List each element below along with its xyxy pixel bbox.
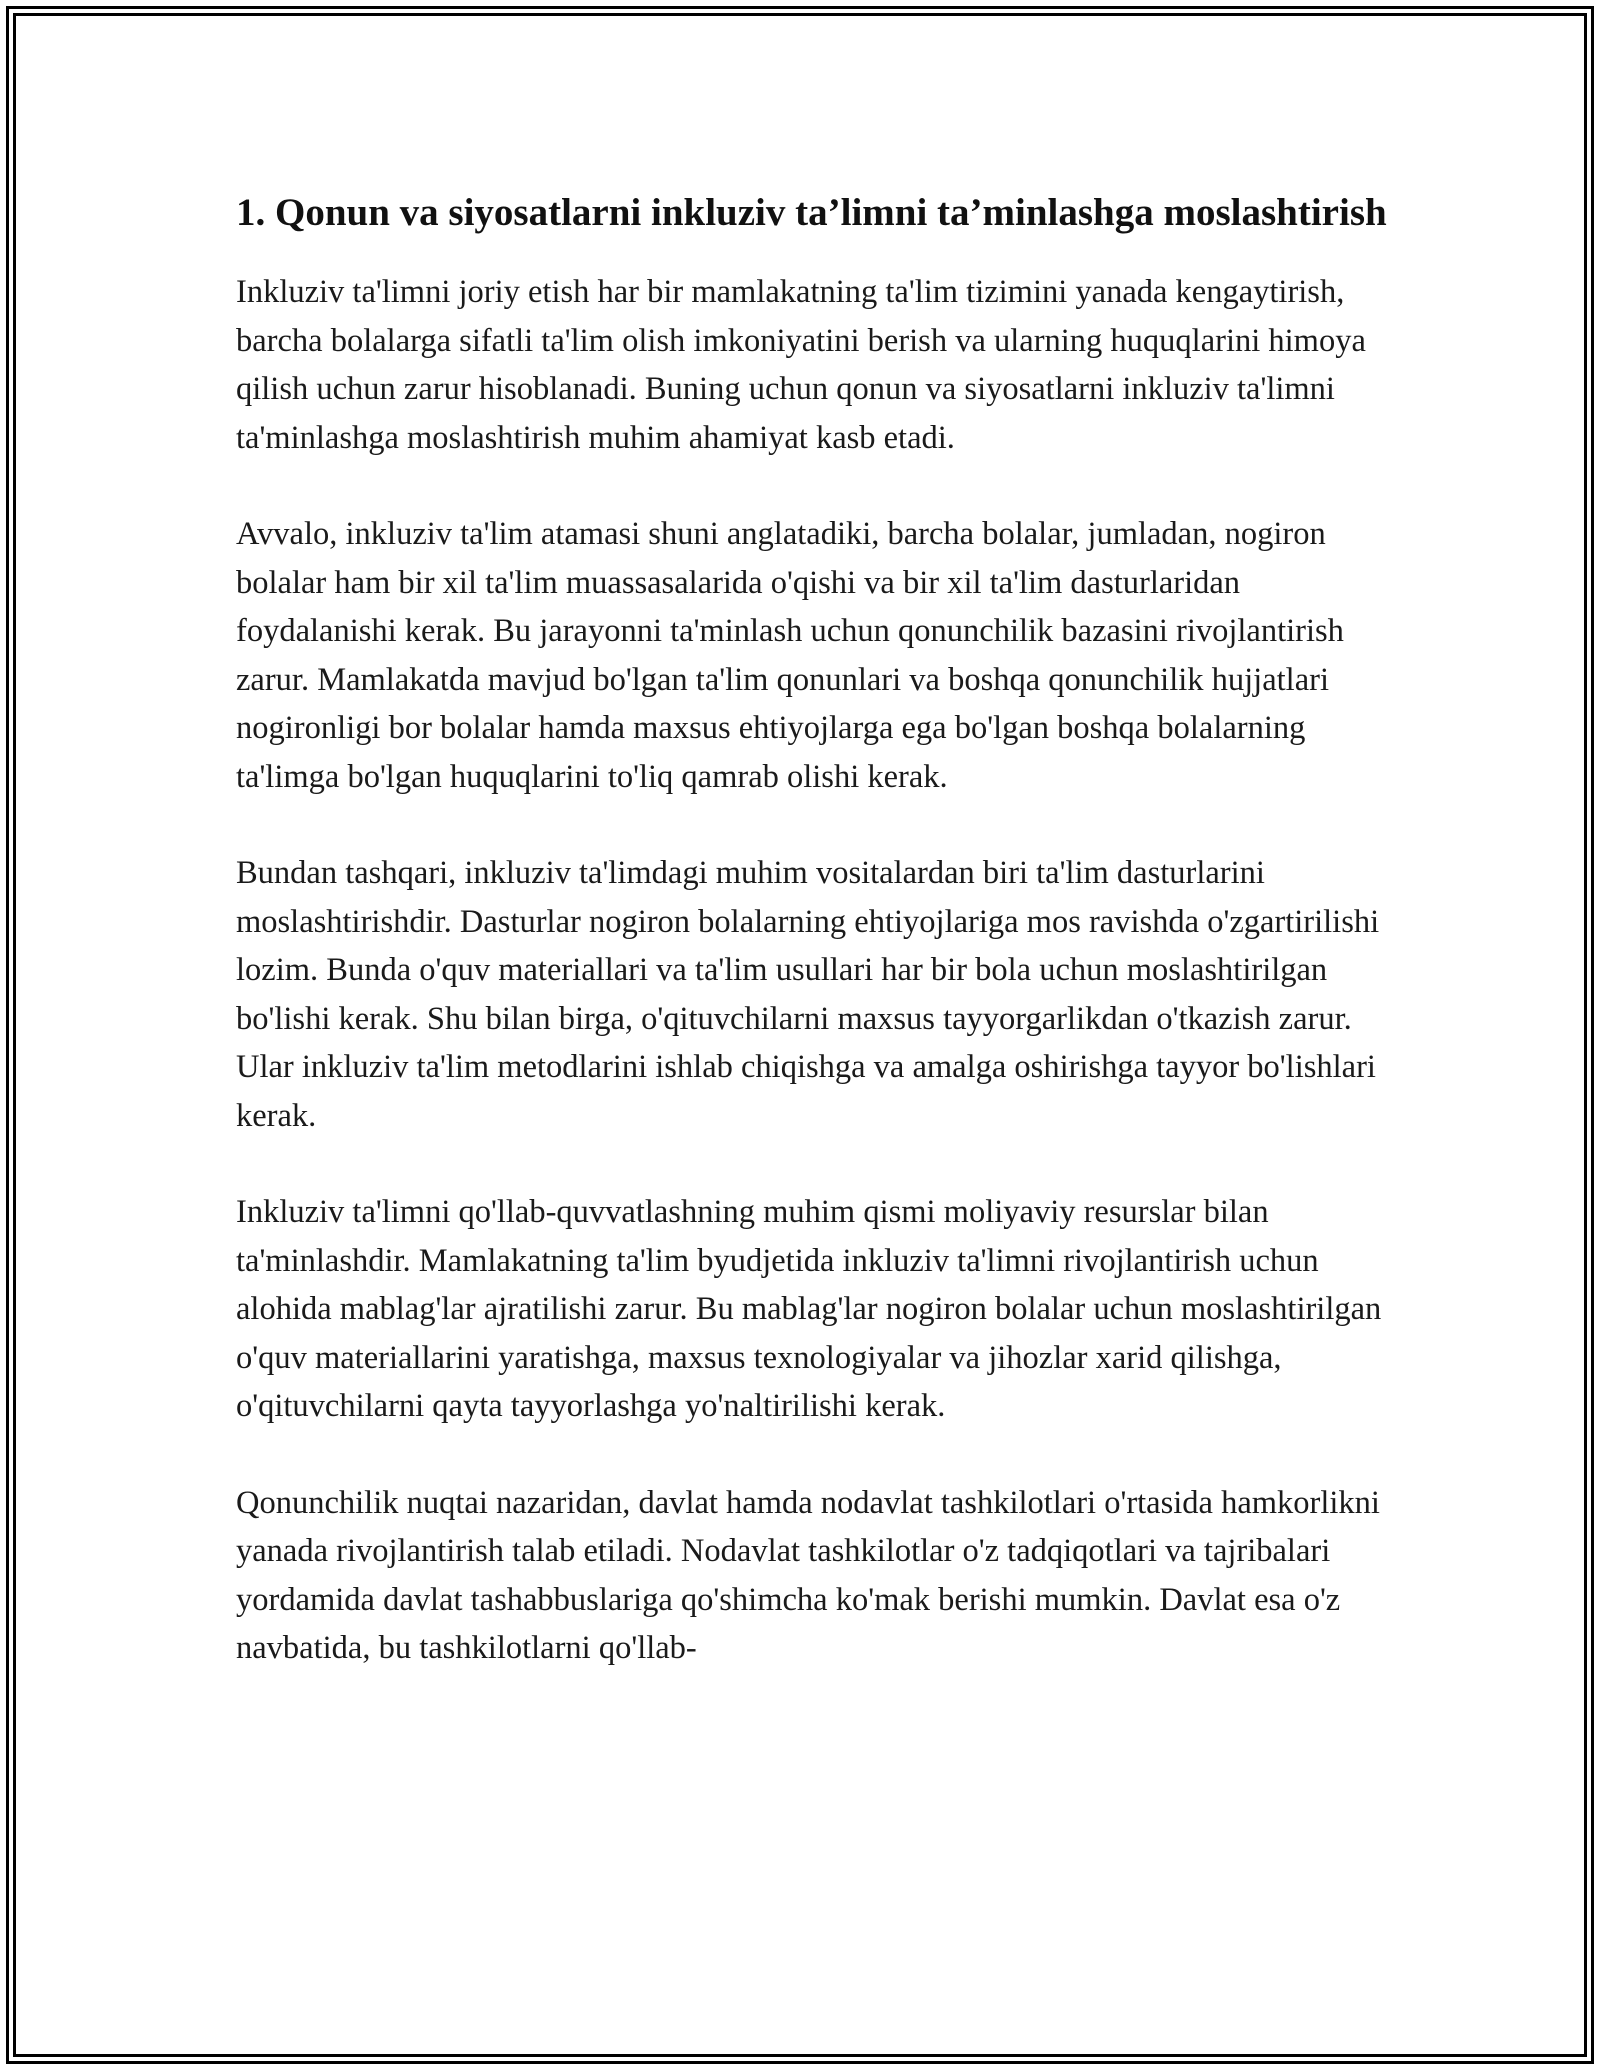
paragraph-3: Bundan tashqari, inkluziv ta'limdagi muhim vositalardan biri ta'lim dasturlarini moslashtirishdir. Dasturlar nogiron bolalarning ehtiyojlariga mos ravishda o'zgartirilishi lozim. Bunda o'quv materiallari va ta'lim usullari har bir bola uchun moslashtirilgan bo'lishi kerak. Shu bilan birga, o'qituvchilarni maxsus tayyorgarlikdan o'tkazish zarur. Ular inkluziv ta'lim metodlarini ishlab chiqishga va amalga oshirishga tayyor bo'lishlari kerak. xyxy=(236,855,1380,1134)
paragraph-1: Inkluziv ta'limni joriy etish har bir mamlakatning ta'lim tizimini yanada kengaytirish, barcha bolalarga sifatli ta'lim olish imkoniyatini berish va ularning huquqlarini himoya qilish uchun zarur hisoblanadi. Buning uchun qonun va siyosatlarni inkluziv ta'limni ta'minlashga moslashtirish muhim ahamiyat kasb etadi. xyxy=(236,274,1366,456)
document-body xyxy=(236,186,1396,1721)
paragraph-5: Qonunchilik nuqtai nazaridan, davlat hamda nodavlat tashkilotlari o'rtasida hamkorlikni yanada rivojlantirish talab etiladi. Nodavlat tashkilotlar o'z tadqiqotlari va tajribalari yordamida davlat tashabbuslariga qo'shimcha ko'mak berishi mumkin. Davlat esa o'z navbatida, bu tashkilotlarni qo'llab- xyxy=(236,1484,1380,1666)
paragraph-2: Avvalo, inkluziv ta'lim atamasi shuni anglatadiki, barcha bolalar, jumladan, nogiron bolalar ham bir xil ta'lim muassasalarida o'qishi va bir xil ta'lim dasturlaridan foydalanishi kerak. Bu jarayonni ta'minlash uchun qonunchilik bazasini rivojlantirish zarur. Mamlakatda mavjud bo'lgan ta'lim qonunlari va boshqa qonunchilik hujjatlari nogironligi bor bolalar hamda maxsus ehtiyojlarga ega bo'lgan boshqa bolalarning ta'limga bo'lgan huquqlarini to'liq qamrab olishi kerak. xyxy=(236,516,1344,795)
paragraph-4: Inkluziv ta'limni qo'llab-quvvatlashning muhim qismi moliyaviy resurslar bilan ta'minlashdir. Mamlakatning ta'lim byudjetida inkluziv ta'limni rivojlantirish uchun alohida mablag'lar ajratilishi zarur. Bu mablag'lar nogiron bolalar uchun moslashtirilgan o'quv materiallarini yaratishga, maxsus texnologiyalar va jihozlar xarid qilishga, o'qituvchilarni qayta tayyorlashga yo'naltirilishi kerak. xyxy=(236,1194,1382,1424)
section-heading: 1. Qonun va siyosatlarni inkluziv ta’limni ta’minlashga moslashtirish xyxy=(236,191,1387,234)
